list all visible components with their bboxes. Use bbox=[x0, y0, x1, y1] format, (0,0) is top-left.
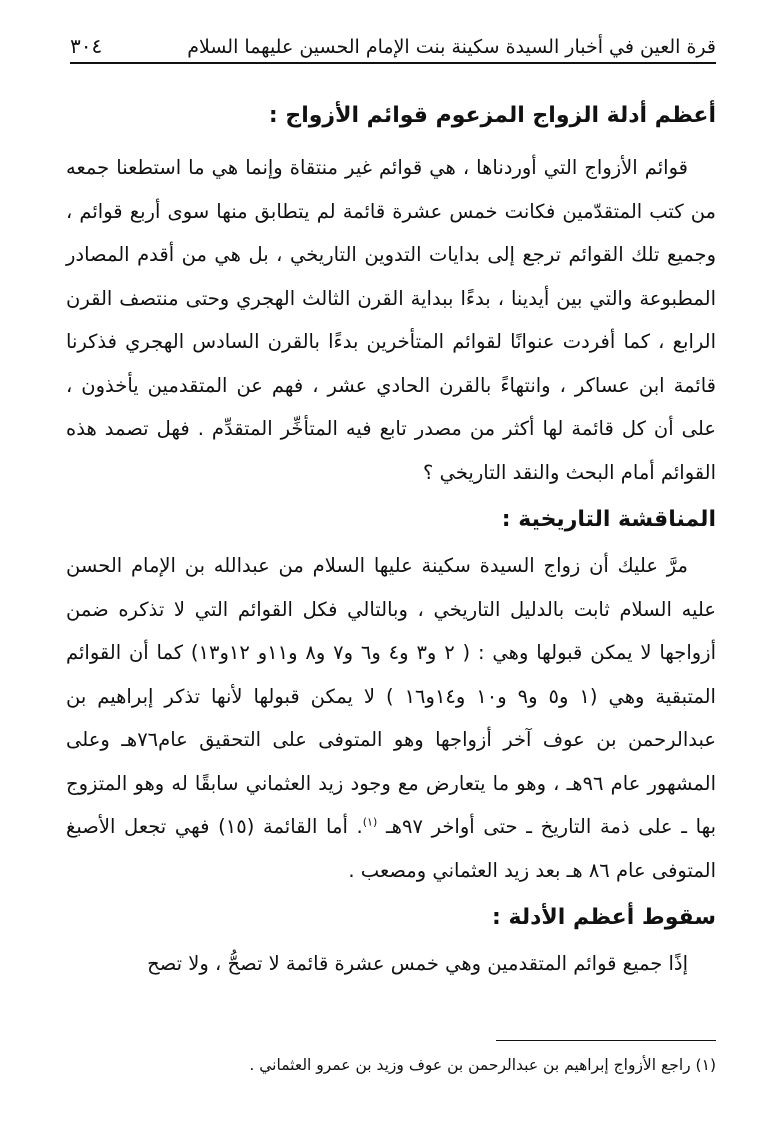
discussion-text-end: . أما القائمة (١٥) فهي تجعل الأصبغ المتوفى عام ٨٦ هـ بعد زيد العثماني ومصعب . bbox=[66, 815, 716, 882]
paragraph-discussion bbox=[66, 544, 716, 892]
footnote-divider bbox=[496, 1040, 716, 1041]
page-body bbox=[66, 92, 716, 986]
page-number: ٣٠٤ bbox=[70, 34, 103, 58]
paragraph-lists: قوائم الأزواج التي أوردناها ، هي قوائم غير منتقاة وإنما هي ما استطعنا جمعه من كتب المتقدّمين فكانت خمس عشرة قائمة لم يتطابق منها سوى أربع قوائم ، وجميع تلك القوائم ترجع إلى بدايات التدوين التاريخي ، بل هي من أقدم المصادر المطبوعة والتي بين أيدينا ، بدءًا ببداية القرن الثالث الهجري وحتى منتصف القرن الرابع ، كما أفردت عنوانًا لقوائم المتأخرين بدءًا بالقرن السادس الهجري فذكرنا قائمة ابن عساكر ، وانتهاءً بالقرن الحادي عشر ، فهم عن المتقدمين يأخذون ، على أن كل قائمة لها أكثر من مصدر تابع فيه المتأخِّر المتقدِّم . فهل تصمد هذه القوائم أمام البحث والنقد التاريخي ؟ bbox=[66, 156, 716, 484]
footnote-1: (١) راجع الأزواج إبراهيم بن عبدالرحمن بن عوف وزيد بن عمرو العثماني . bbox=[249, 1056, 716, 1074]
section-heading-discussion: المناقشة التاريخية : bbox=[501, 507, 716, 532]
paragraph-collapse: إذًا جميع قوائم المتقدمين وهي خمس عشرة قائمة لا تصحُّ ، ولا تصح bbox=[147, 952, 688, 975]
discussion-text: مرَّ عليك أن زواج السيدة سكينة عليها السلام من عبدالله بن الإمام الحسن عليه السلام ثابت بالدليل التاريخي ، وبالتالي فكل القوائم التي لا تذكره ضمن أزواجها لا يمكن قبولها وهي : ( ٢ و٣ و٤ و٦ و٧ و٨ و١١و ١٢و١٣) كما أن القوائم المتبقية وهي (١ و٥ و٩ و١٠ و١٤و١٦ ) لا يمكن قبولها لأنها تذكر إبراهيم بن عبدالرحمن بن عوف آخر أزواجها وهو المتوفى على التحقيق عام٧٦هـ وعلى المشهور عام ٩٦هـ ، وهو ما يتعارض مع وجود زيد العثماني سابقًا له وهو المتزوج بها ـ على ذمة التاريخ ـ حتى أواخر ٩٧هـ bbox=[66, 554, 717, 838]
page-header bbox=[70, 28, 716, 64]
footnotes bbox=[66, 1040, 716, 1079]
section-heading-collapse: سقوط أعظم الأدلة : bbox=[492, 905, 716, 930]
footnote-reference[interactable]: (١) bbox=[362, 815, 378, 829]
section-heading-lists: أعظم أدلة الزواج المزعوم قوائم الأزواج : bbox=[268, 103, 716, 128]
running-title: قرة العين في أخبار السيدة سكينة بنت الإمام الحسين عليهما السلام bbox=[187, 36, 716, 58]
